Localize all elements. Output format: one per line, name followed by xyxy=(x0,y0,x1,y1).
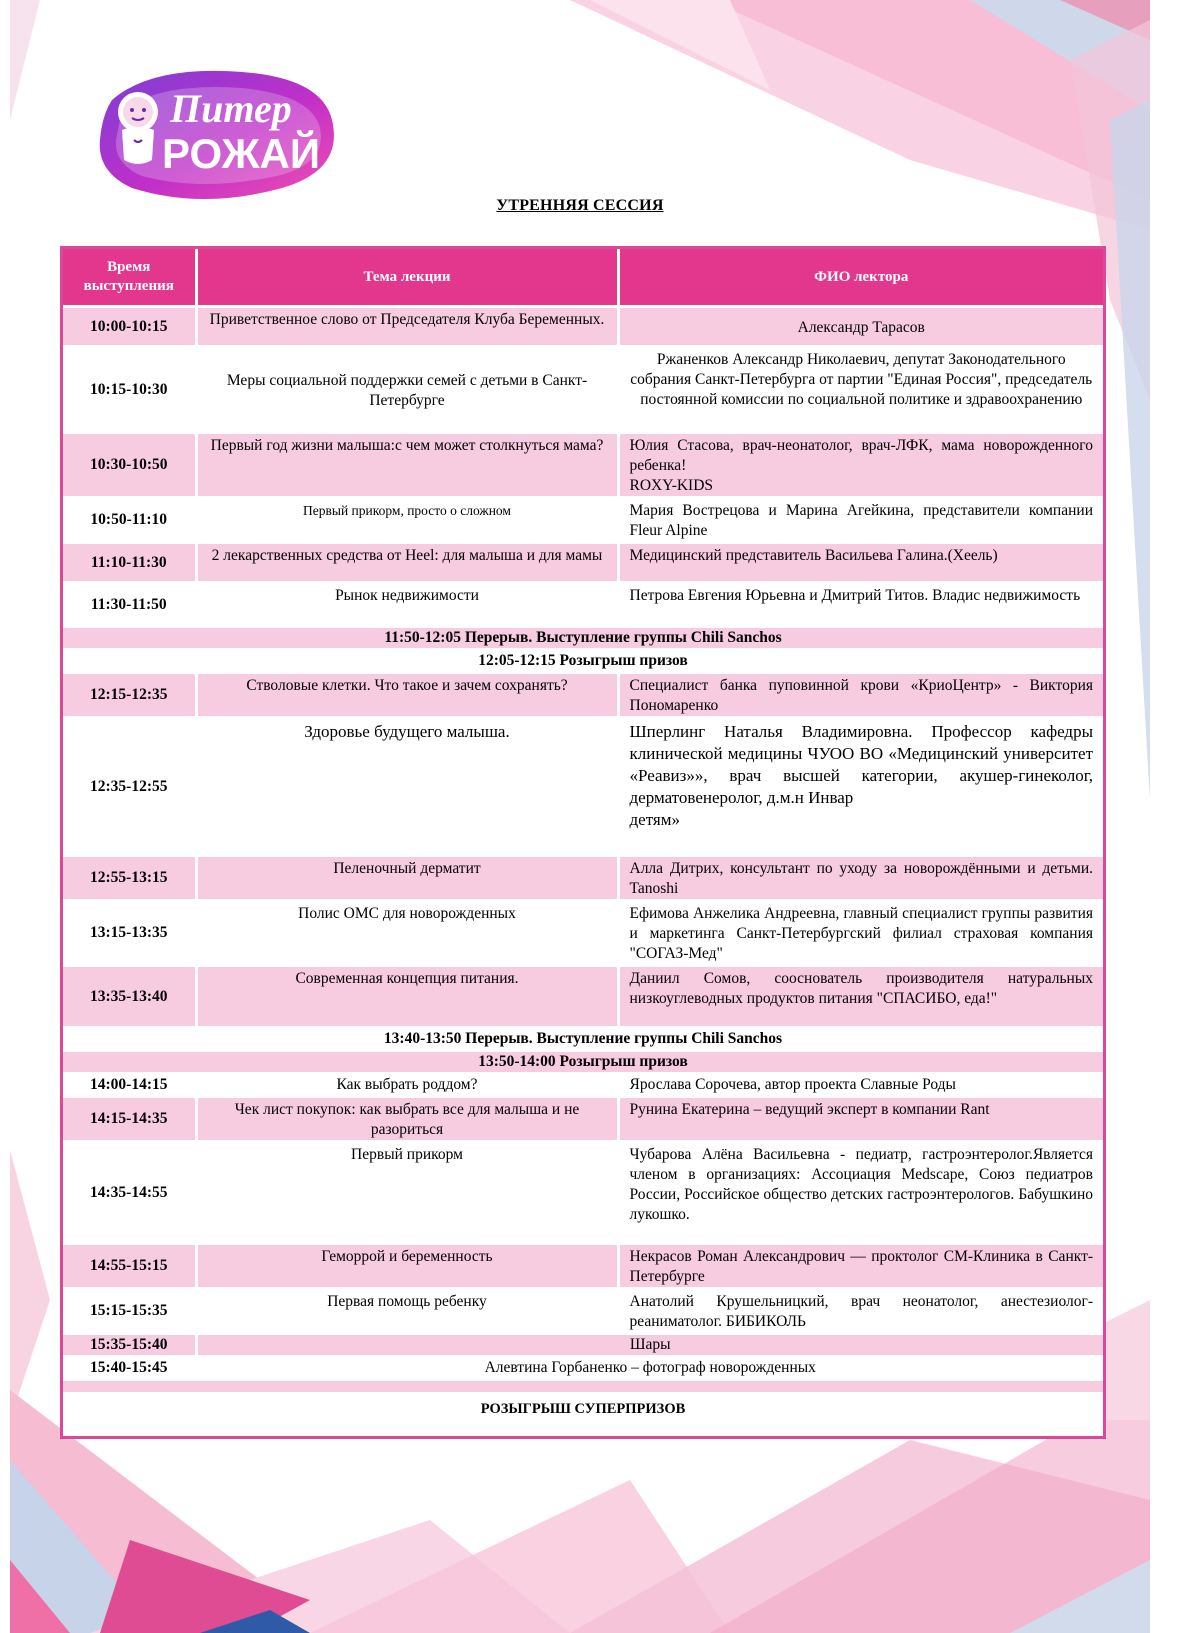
time-cell: 14:15-14:35 xyxy=(63,1097,196,1142)
time-cell: 11:10-11:30 xyxy=(63,543,196,583)
break-text: 13:50-14:00 Розыгрыш призов xyxy=(63,1051,1103,1074)
time-cell: 15:40-15:45 xyxy=(63,1357,196,1380)
table-row xyxy=(63,307,1103,347)
lecturer-cell: Александр Тарасов xyxy=(618,307,1103,347)
span-cell: Шары xyxy=(196,1334,1103,1357)
topic-cell: Чек лист покупок: как выбрать все для малыша и не разориться xyxy=(196,1097,618,1142)
topic-cell: Здоровье будущего малыша. xyxy=(196,718,618,856)
topic-cell: Полис ОМС для новорожденных xyxy=(196,901,618,966)
lecturer-cell: Ефимова Анжелика Андреевна, главный специалист группы развития и маркетинга Санкт-Петербургский филиал страховая компания "СОГАЗ-Мед" xyxy=(618,901,1103,966)
topic-cell: Приветственное слово от Председателя Клуба Беременных. xyxy=(196,307,618,347)
table-row xyxy=(63,901,1103,966)
topic-cell: Первый прикорм xyxy=(196,1142,618,1244)
table-row xyxy=(63,1244,1103,1289)
time-cell: 10:30-10:50 xyxy=(63,433,196,498)
topic-cell: Пеленочный дерматит xyxy=(196,856,618,901)
table-row xyxy=(63,498,1103,543)
topic-cell: Геморрой и беременность xyxy=(196,1244,618,1289)
header-topic: Тема лекции xyxy=(196,249,618,307)
topic-cell: Стволовые клетки. Что такое и зачем сохранять? xyxy=(196,673,618,718)
table-row xyxy=(63,1142,1103,1244)
table-row xyxy=(63,718,1103,856)
break-row xyxy=(63,627,1103,650)
lecturer-cell: Чубарова Алёна Васильевна - педиатр, гастроэнтеролог.Является членом в организациях: Ассоциация Medscape, Союз педиатров России, Российское общество детских гастроэнтерологов. Бабушкино лукошко. xyxy=(618,1142,1103,1244)
lecturer-cell: Даниил Сомов, сооснователь производителя натуральных низкоуглеводных продуктов питания "СПАСИБО, еда!" xyxy=(618,966,1103,1028)
piter-rozhay-logo xyxy=(92,60,352,210)
table-row xyxy=(63,856,1103,901)
time-cell: 13:35-13:40 xyxy=(63,966,196,1028)
table-row xyxy=(63,966,1103,1028)
topic-cell: Первый прикорм, просто о сложном xyxy=(196,498,618,543)
table-row xyxy=(63,1357,1103,1380)
table-row xyxy=(63,583,1103,627)
final-text: РОЗЫГРЫШ СУПЕРПРИЗОВ xyxy=(63,1394,1103,1436)
topic-cell: Первый год жизни малыша:с чем может столкнуться мама? xyxy=(196,433,618,498)
table-row xyxy=(63,543,1103,583)
lecturer-cell: Шперлинг Наталья Владимировна. Профессор кафедры клинической медицины ЧУОО ВО «Медицинский университет «Реавиз»», врач высшей категории, акушер-гинеколог, дерматовенеролог, д.м.н Инвар детям» xyxy=(618,718,1103,856)
session-title: УТРЕННЯЯ СЕССИЯ xyxy=(496,197,664,214)
lecturer-cell: Петрова Евгения Юрьевна и Дмитрий Титов. Владис недвижимость xyxy=(618,583,1103,627)
time-cell: 12:15-12:35 xyxy=(63,673,196,718)
time-cell: 11:30-11:50 xyxy=(63,583,196,627)
lecturer-cell: Ярослава Сорочева, автор проекта Славные Роды xyxy=(618,1074,1103,1097)
time-cell: 14:00-14:15 xyxy=(63,1074,196,1097)
time-cell: 14:55-15:15 xyxy=(63,1244,196,1289)
lecturer-cell: Рунина Екатерина – ведущий эксперт в компании Rant xyxy=(618,1097,1103,1142)
lecturer-cell: Медицинский представитель Васильева Галина.(Хеель) xyxy=(618,543,1103,583)
table-row xyxy=(63,347,1103,433)
lecturer-cell: Алла Дитрих, консультант по уходу за новорождёнными и детьми. Tanoshi xyxy=(618,856,1103,901)
final-row xyxy=(63,1394,1103,1436)
time-cell: 10:15-10:30 xyxy=(63,347,196,433)
blank-cell xyxy=(63,1380,1103,1394)
lecturer-cell: Анатолий Крушельницкий, врач неонатолог, анестезиолог-реаниматолог. БИБИКОЛЬ xyxy=(618,1289,1103,1334)
table-row xyxy=(63,1074,1103,1097)
topic-cell: Меры социальной поддержки семей с детьми в Санкт-Петербурге xyxy=(196,347,618,433)
time-cell: 10:50-11:10 xyxy=(63,498,196,543)
topic-cell: Как выбрать роддом? xyxy=(196,1074,618,1097)
lecturer-cell: Специалист банка пуповинной крови «КриоЦентр» - Виктория Пономаренко xyxy=(618,673,1103,718)
time-cell: 12:55-13:15 xyxy=(63,856,196,901)
break-row xyxy=(63,1028,1103,1051)
lecturer-cell: Мария Вострецова и Марина Агейкина, представители компании Fleur Alpine xyxy=(618,498,1103,543)
lecturer-cell: Юлия Стасова, врач-неонатолог, врач-ЛФК, мама новорожденного ребенка! ROXY-KIDS xyxy=(618,433,1103,498)
table-row xyxy=(63,433,1103,498)
table-row xyxy=(63,673,1103,718)
break-text: 13:40-13:50 Перерыв. Выступление группы Chili Sanchos xyxy=(63,1028,1103,1051)
break-row xyxy=(63,650,1103,673)
logo-line2: РОЖАЙ xyxy=(162,130,321,177)
time-cell: 12:35-12:55 xyxy=(63,718,196,856)
topic-cell: 2 лекарственных средства от Heel: для малыша и для мамы xyxy=(196,543,618,583)
blank-row xyxy=(63,1380,1103,1394)
span-cell: Алевтина Горбаненко – фотограф новорожденных xyxy=(196,1357,1103,1380)
header-lecturer: ФИО лектора xyxy=(618,249,1103,307)
topic-cell: Первая помощь ребенку xyxy=(196,1289,618,1334)
lecturer-cell: Ржаненков Александр Николаевич, депутат Законодательного собрания Санкт-Петербурга от партии "Единая Россия", председатель постоянной комиссии по социальной политике и здравоохранению xyxy=(618,347,1103,433)
time-cell: 14:35-14:55 xyxy=(63,1142,196,1244)
header-time: Время выступления xyxy=(63,249,196,307)
schedule-table xyxy=(60,246,1106,1439)
topic-cell: Современная концепция питания. xyxy=(196,966,618,1028)
table-row xyxy=(63,1289,1103,1334)
time-cell: 13:15-13:35 xyxy=(63,901,196,966)
logo-line1: Питер xyxy=(170,86,292,131)
topic-cell: Рынок недвижимости xyxy=(196,583,618,627)
document-page xyxy=(10,0,1150,1633)
table-row xyxy=(63,1097,1103,1142)
break-row xyxy=(63,1051,1103,1074)
table-row xyxy=(63,1334,1103,1357)
time-cell: 15:15-15:35 xyxy=(63,1289,196,1334)
time-cell: 10:00-10:15 xyxy=(63,307,196,347)
break-text: 12:05-12:15 Розыгрыш призов xyxy=(63,650,1103,673)
lecturer-cell: Некрасов Роман Александрович — проктолог СМ-Клиника в Санкт-Петербурге xyxy=(618,1244,1103,1289)
break-text: 11:50-12:05 Перерыв. Выступление группы Chili Sanchos xyxy=(63,627,1103,650)
time-cell: 15:35-15:40 xyxy=(63,1334,196,1357)
